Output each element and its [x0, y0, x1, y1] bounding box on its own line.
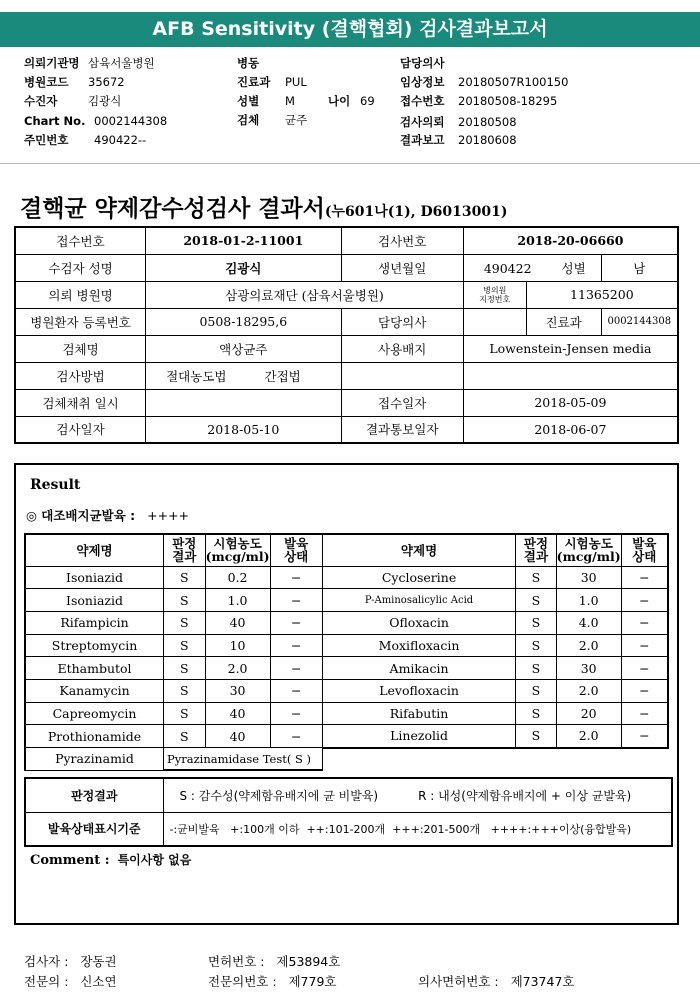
col-conc-1 [205, 534, 270, 566]
left-growth: − [270, 679, 322, 702]
patient-label: 수진자 [24, 94, 58, 108]
right-judge: S [516, 725, 556, 748]
col-judge-1-line1: 판정 [172, 536, 197, 552]
right-judge: S [516, 679, 556, 702]
left-judge: S [164, 634, 206, 657]
reg-label: 병원환자 등록번호 [15, 308, 146, 335]
dept-value: PUL [285, 75, 307, 89]
method-empty-2 [463, 362, 678, 389]
clinical-label: 임상정보 [400, 75, 445, 89]
col-judge-1-line2: 결과 [172, 549, 197, 565]
method-absolute: 절대농도법 [166, 368, 227, 384]
receipt-label: 접수번호 [400, 94, 445, 108]
rrn-value: 490422-- [94, 133, 147, 147]
drug-sensitivity-table [24, 533, 669, 771]
method-empty [341, 362, 463, 389]
report-header-bar [0, 12, 700, 47]
report-header-title: AFB Sensitivity (결핵협회) 검사결과보고서 [152, 18, 548, 40]
drug-row [25, 725, 668, 748]
left-judge: S [164, 725, 206, 748]
col-judge-1 [164, 534, 206, 566]
tester-label: 검사자 : [24, 954, 69, 969]
specialist-no-label: 전문의번호 : [208, 974, 277, 989]
tested-label: 검사일자 [15, 416, 146, 443]
ward-label: 병동 [237, 56, 260, 70]
left-growth: − [270, 611, 322, 634]
left-growth: − [270, 634, 322, 657]
specialist-value: 신소연 [80, 974, 117, 989]
right-judge: S [516, 611, 556, 634]
notified-value: 2018-06-07 [463, 416, 678, 443]
control-value: ++++ [147, 508, 190, 523]
left-growth: − [270, 589, 322, 612]
clinical-value: 20180507R100150 [458, 75, 569, 89]
left-conc: 2.0 [205, 657, 270, 680]
left-judge: S [164, 589, 206, 612]
right-growth: − [621, 679, 668, 702]
right-drug-name: P-Aminosalicylic Acid [322, 589, 515, 612]
divider [0, 163, 700, 164]
test-no-label: 검사번호 [341, 227, 463, 254]
left-growth: − [270, 566, 322, 589]
pza-drug: Pyrazinamid [25, 748, 164, 771]
drug-row [25, 702, 668, 725]
right-conc: 30 [556, 566, 621, 589]
right-growth: − [621, 702, 668, 725]
dob-value [463, 254, 601, 281]
col-growth-1 [270, 534, 322, 566]
left-drug-name: Rifampicin [25, 611, 164, 634]
doc-title [20, 190, 507, 223]
method-value [146, 362, 341, 389]
rrn-label: 주민번호 [24, 133, 69, 147]
dept-label: 진료과 [237, 75, 271, 89]
left-judge: S [164, 657, 206, 680]
tester-value: 장동권 [80, 954, 117, 969]
right-drug-name: Cycloserine [322, 566, 515, 589]
col-conc-2-line1: 시험농도 [564, 536, 613, 552]
license-label: 면허번호 : [208, 954, 265, 969]
right-growth: − [621, 634, 668, 657]
right-growth: − [621, 611, 668, 634]
specialist-label: 전문의 : [24, 974, 69, 989]
right-judge: S [516, 566, 556, 589]
legend-judge-r: R : 내성(약제함유배지에 + 이상 균발육) [418, 788, 632, 803]
right-growth: − [621, 657, 668, 680]
specimen-label: 검체 [237, 113, 260, 127]
comment [30, 851, 191, 868]
receipt-value: 20180508-18295 [458, 94, 558, 108]
doc-code: (누601나(1), D6013001) [324, 204, 508, 220]
sex-label: 성별 [237, 94, 260, 108]
name-value: 김광식 [146, 254, 341, 281]
left-drug-name: Kanamycin [25, 679, 164, 702]
right-judge: S [516, 634, 556, 657]
specialist-no-value: 제779호 [288, 974, 337, 989]
control-label: ◎ 대조배지균발육 : [26, 508, 136, 523]
right-judge: S [516, 657, 556, 680]
tested-value: 2018-05-10 [146, 416, 341, 443]
drug-row [25, 634, 668, 657]
method-indirect: 간접법 [264, 368, 301, 384]
sex-value: M [285, 94, 295, 108]
col-growth-2 [621, 534, 668, 566]
doctor-license-value: 제73747호 [510, 974, 575, 989]
col-drug-1: 약제명 [25, 534, 164, 566]
left-growth: − [270, 702, 322, 725]
hosp-no-label-line1: 병의원 [483, 285, 507, 295]
legend-judge-label: 판정결과 [25, 778, 163, 812]
right-drug-name: Levofloxacin [322, 679, 515, 702]
age-value: 69 [360, 94, 375, 108]
left-drug-name: Isoniazid [25, 566, 164, 589]
dept-label: 진료과 [526, 308, 601, 335]
col-judge-2-line1: 판정 [523, 536, 549, 552]
hosp-no-label [463, 281, 526, 308]
hospital-value: 삼육서울병원 [88, 56, 155, 70]
col-conc-2 [556, 534, 621, 566]
patient-value: 김광식 [88, 94, 122, 108]
hosp-value: 삼광의료재단 (삼육서울병원) [146, 281, 464, 308]
collect-label: 검체채취 일시 [15, 389, 146, 416]
right-growth: − [621, 725, 668, 748]
hosp-label: 의뢰 병원명 [15, 281, 146, 308]
left-conc: 40 [205, 725, 270, 748]
right-judge: S [516, 589, 556, 612]
doctor-license-label: 의사면허번호 : [418, 974, 499, 989]
pza-empty [322, 748, 668, 771]
col-growth-1-line1: 발육 [284, 536, 309, 552]
request-value: 20180508 [458, 115, 517, 129]
hosp-no-label-line2: 지정번호 [479, 294, 511, 304]
reg-value: 0508-18295,6 [146, 308, 341, 335]
comment-value: 특이사항 없음 [117, 853, 192, 867]
specimen-label: 검체명 [15, 335, 146, 362]
doctor-label: 담당의사 [341, 308, 463, 335]
dob-text: 490422 [483, 260, 532, 276]
sex-label: 성별 [561, 260, 586, 276]
request-label: 검사의뢰 [400, 115, 445, 129]
left-conc: 40 [205, 702, 270, 725]
legend-growth-label: 발육상태표시기준 [25, 812, 163, 846]
right-conc: 2.0 [556, 725, 621, 748]
specimen-value: 액상균주 [146, 335, 341, 362]
left-growth: − [270, 725, 322, 748]
code-value: 35672 [88, 75, 125, 89]
media-value: Lowenstein-Jensen media [463, 335, 678, 362]
hosp-no-value: 11365200 [526, 281, 678, 308]
report-label: 결과보고 [400, 133, 445, 147]
comment-label: Comment : [30, 853, 110, 868]
left-judge: S [164, 702, 206, 725]
sex-value: 남 [601, 254, 678, 281]
drug-row [25, 589, 668, 612]
dob-label: 생년월일 [341, 254, 463, 281]
drug-row [25, 657, 668, 680]
notified-label: 결과통보일자 [341, 416, 463, 443]
left-drug-name: Prothionamide [25, 725, 164, 748]
collect-value [146, 389, 341, 416]
left-drug-name: Capreomycin [25, 702, 164, 725]
age-label: 나이 [328, 94, 351, 108]
right-conc: 1.0 [556, 589, 621, 612]
col-growth-2-line2: 상태 [632, 549, 657, 565]
left-conc: 40 [205, 611, 270, 634]
doctor-value [463, 308, 526, 335]
left-judge: S [164, 611, 206, 634]
right-conc: 30 [556, 657, 621, 680]
legend-table [24, 777, 673, 847]
test-no-value: 2018-20-06660 [463, 227, 678, 254]
code-label: 병원코드 [24, 75, 69, 89]
left-conc: 30 [205, 679, 270, 702]
left-conc: 10 [205, 634, 270, 657]
left-growth: − [270, 657, 322, 680]
right-conc: 20 [556, 702, 621, 725]
pza-test: Pyrazinamidase Test( S ) [164, 748, 323, 771]
right-conc: 4.0 [556, 611, 621, 634]
col-judge-2-line2: 결과 [523, 549, 549, 565]
left-drug-name: Isoniazid [25, 589, 164, 612]
right-drug-name: Linezolid [322, 725, 515, 748]
chart-value: 0002144308 [94, 114, 168, 128]
specimen-value: 균주 [285, 113, 308, 127]
drug-row [25, 566, 668, 589]
col-conc-1-line2: (mcg/ml) [205, 549, 270, 565]
left-conc: 1.0 [205, 589, 270, 612]
hospital-label: 의뢰기관명 [24, 56, 80, 70]
received-label: 접수일자 [341, 389, 463, 416]
drug-row [25, 679, 668, 702]
col-conc-2-line2: (mcg/ml) [556, 549, 621, 565]
col-conc-1-line1: 시험농도 [213, 536, 262, 552]
result-section [14, 463, 679, 925]
left-conc: 0.2 [205, 566, 270, 589]
col-judge-2 [516, 534, 556, 566]
left-drug-name: Streptomycin [25, 634, 164, 657]
report-value: 20180608 [458, 133, 517, 147]
right-conc: 2.0 [556, 679, 621, 702]
receipt-no-label: 접수번호 [15, 227, 146, 254]
col-drug-2: 약제명 [322, 534, 515, 566]
result-title: Result [30, 477, 81, 493]
chart-label: Chart No. [24, 114, 86, 128]
legend-judge-s: S : 감수성(약제함유배지에 균 비발육) [179, 788, 379, 803]
doctor-label: 담당의사 [400, 56, 445, 70]
right-drug-name: Ofloxacin [322, 611, 515, 634]
name-label: 수검자 성명 [15, 254, 146, 281]
control-growth [26, 506, 189, 524]
specimen-info-table [14, 226, 679, 444]
received-value: 2018-05-09 [463, 389, 678, 416]
receipt-no-value: 2018-01-2-11001 [146, 227, 341, 254]
right-growth: − [621, 589, 668, 612]
legend-growth-value: -:균비발육 +:100개 이하 ++:101-200개 +++:201-500개 ++++:+++이상(융합발육) [163, 812, 672, 846]
media-label: 사용배지 [341, 335, 463, 362]
right-drug-name: Rifabutin [322, 702, 515, 725]
dept-value: 0002144308 [601, 308, 678, 335]
legend-judge-value [163, 778, 672, 812]
left-drug-name: Ethambutol [25, 657, 164, 680]
right-drug-name: Amikacin [322, 657, 515, 680]
col-growth-1-line2: 상태 [284, 549, 309, 565]
license-value: 제53894호 [276, 954, 341, 969]
doc-title-text: 결핵균 약제감수성검사 결과서 [20, 195, 325, 222]
drug-row [25, 611, 668, 634]
left-judge: S [164, 566, 206, 589]
right-growth: − [621, 566, 668, 589]
method-label: 검사방법 [15, 362, 146, 389]
right-judge: S [516, 702, 556, 725]
right-conc: 2.0 [556, 634, 621, 657]
col-growth-2-line1: 발육 [632, 536, 657, 552]
right-drug-name: Moxifloxacin [322, 634, 515, 657]
left-judge: S [164, 679, 206, 702]
